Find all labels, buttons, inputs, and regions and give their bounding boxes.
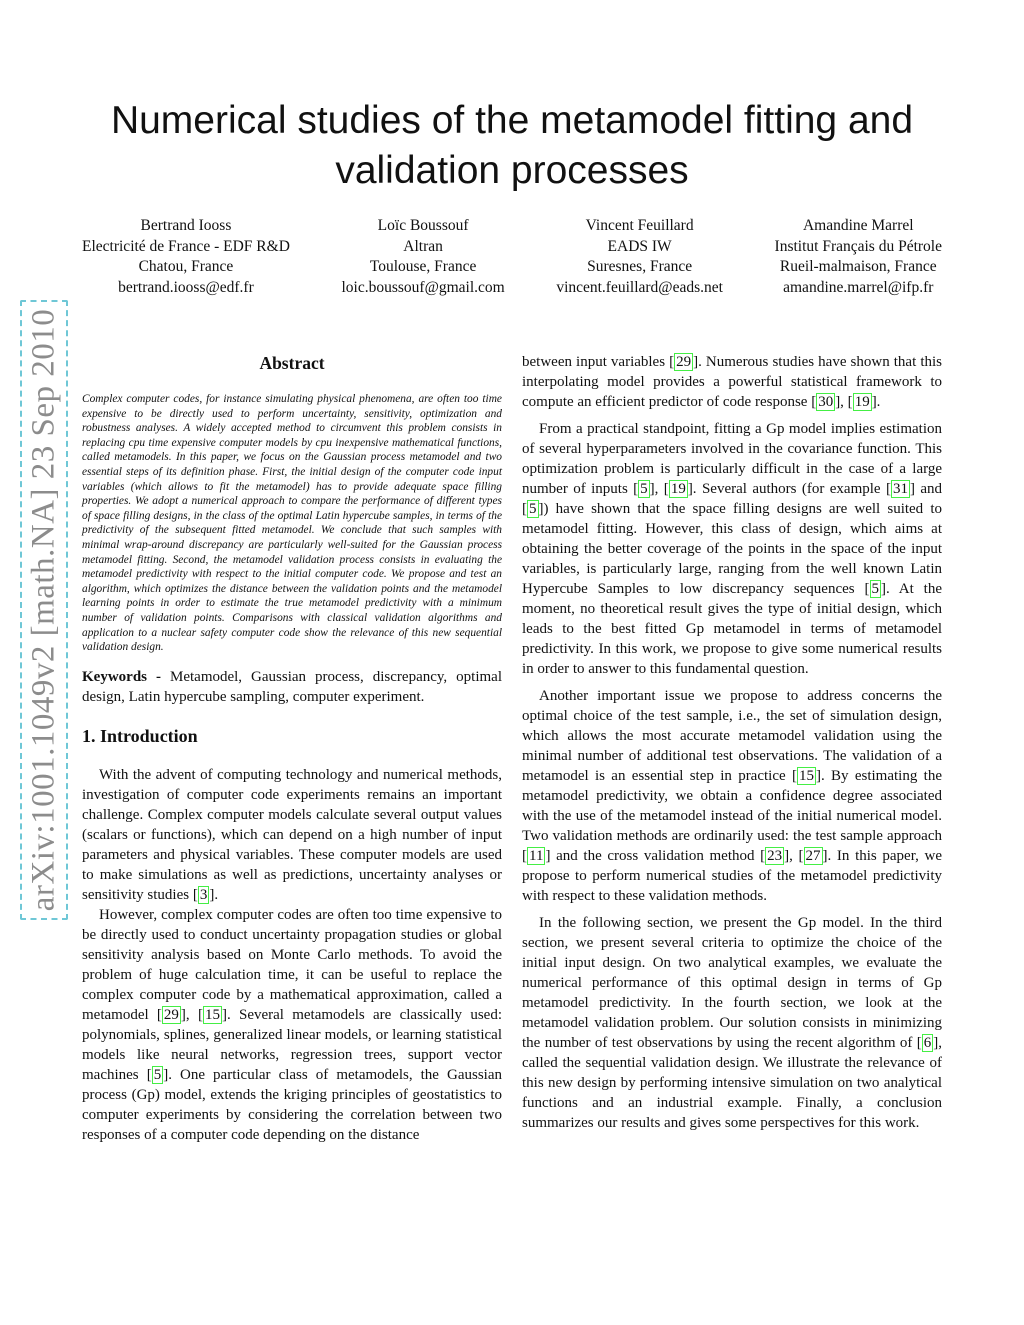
citation-link[interactable]: 11: [529, 848, 544, 864]
citation-link[interactable]: 5: [871, 581, 879, 597]
paragraph-text: ]) have shown that the space filling designs are well suited to metamodel fitting. However, this class of design, which aims at obtaining the better coverage of the points in the space of the input variables, is particularly large, ranging from the well known Latin Hypercube Samples to low discrepancy sequences [: [522, 501, 942, 597]
citation-link[interactable]: 23: [767, 848, 783, 864]
paragraph-text: ], [: [649, 481, 669, 497]
paragraph-text: In the following section, we present the Gp model. In the third section, we present several criteria to optimize the choice of the initial input design. On two analytical examples, we evaluate the numerical performance of this optimal design in terms of Gp metamodel predictivity. In the fourth section, we look at the metamodel validation problem. Our solution consists in minimizing the number of test observations by using the recent algorithm of [: [522, 915, 942, 1051]
citation-link[interactable]: 6: [923, 1035, 932, 1051]
paragraph-text: With the advent of computing technology and numerical methods, investigation of computer code experiments remains an important challenge. Complex computer models calculate several output values (scalars or functions), which can depend on a high number of input parameters and physical variables. These computer models are used to make simulations as well as predictions, uncertainty analyses or sensitivity studies [: [82, 766, 502, 903]
citation-link[interactable]: 5: [529, 501, 537, 517]
author-email: bertrand.iooss@edf.fr: [118, 278, 254, 296]
author-location: Toulouse, France: [369, 258, 477, 275]
author-location: Chatou, France: [138, 258, 234, 275]
keywords-label: Keywords -: [82, 668, 161, 685]
right-paragraph-4: [522, 913, 942, 1133]
author-name: Loïc Boussouf: [377, 217, 469, 234]
citation-link[interactable]: 5: [640, 481, 648, 497]
title-line-2: validation processes: [335, 149, 689, 192]
arxiv-identifier-box: [20, 300, 68, 920]
citation-link[interactable]: 27: [805, 848, 821, 864]
citation-link[interactable]: 15: [798, 768, 814, 784]
paragraph-text: ], [: [180, 1006, 203, 1023]
left-column: [82, 352, 502, 1145]
citation-link[interactable]: 15: [204, 1006, 220, 1023]
paragraph-text: ]. In this paper, we propose to perform numerical studies of the metamodel predictivity with respect to these validation methods.: [522, 848, 942, 904]
abstract-body: Complex computer codes, for instance simulating physical phenomena, are often too time expensive to be directly used to perform uncertainty, sensitivity, optimization and robustness analyses. A widely accepted method to circumvent this problem consists in replacing cpu time expensive computer models by cpu inexpensive mathematical functions, called metamodels. In this paper, we focus on the Gaussian process metamodel and two essential steps of its definition phase. First, the initial design of the computer code input variables (which allows to fit the metamodel) has to provide adequate space filling properties. We adopt a numerical approach to compare the performance of different types of space filling designs, in the class of the optimal Latin hypercube samples, in terms of the predictivity of the subsequent fitted metamodel. We conclude that such samples with minimal wrap-around discrepancy are particularly well-suited for the Gaussian process metamodel fitting. Second, the metamodel validation process consists in evaluating the metamodel predictivity with respect to the initial computer code. We propose and test an algorithm, which optimizes the distance between the validation points and the metamodel learning points in order to estimate the true metamodel predictivity with a minimum number of validation points. Comparisons with classical validation algorithms and application to a nuclear safety computer code show the relevance of this new sequential validation design.: [82, 393, 502, 654]
author-email: loic.boussouf@gmail.com: [341, 278, 505, 296]
author-1: [82, 216, 290, 298]
paragraph-text: ] and [: [522, 481, 942, 517]
section-heading-introduction: 1. Introduction: [82, 725, 198, 746]
author-affiliation: Electricité de France - EDF R&D: [82, 237, 290, 255]
right-column: [522, 352, 942, 1133]
author-name: Vincent Feuillard: [585, 217, 694, 234]
author-location: Suresnes, France: [587, 258, 693, 275]
citation-link[interactable]: 30: [818, 394, 834, 410]
citation-link[interactable]: 3: [199, 886, 208, 903]
paragraph-text: ]. Several authors (for example [: [687, 481, 891, 497]
author-4: [775, 216, 942, 298]
author-affiliation: EADS IW: [607, 237, 672, 255]
author-name: Bertrand Iooss: [140, 217, 232, 234]
paragraph-text: between input variables [: [522, 354, 675, 370]
abstract-heading: Abstract: [259, 353, 325, 373]
paragraph-text: ], called the sequential validation design. We illustrate the relevance of this new design by performing intensive simulation on two analytical functions and an industrial example. Finally, a conclusion summarizes our results and gives some perspectives for this work.: [522, 1035, 942, 1131]
paragraph-text: ]. At the moment, no theoretical result gives the type of initial design, which leads to the best fitted Gp metamodel in terms of metamodel predictivity. In this work, we propose to give some numerical results in order to answer to this fundamental question.: [522, 581, 942, 677]
citation-link[interactable]: 29: [163, 1006, 179, 1023]
paragraph-text: ], [: [835, 394, 853, 410]
intro-paragraph-1: [82, 765, 502, 905]
author-email: vincent.feuillard@eads.net: [556, 278, 723, 296]
paragraph-text: However, complex computer codes are often too time expensive to be directly used to conduct uncertainty propagation studies or global sensitivity analysis based on Monte Carlo methods. To avoid the problem of huge calculation time, it can be useful to replace the complex computer code by a mathematical approximation, called a metamodel [: [82, 906, 502, 1023]
keywords-text: Metamodel, Gaussian process, discrepancy, optimal design, Latin hypercube sampling, computer experiment.: [82, 668, 502, 705]
author-affiliation: Institut Français du Pétrole: [774, 237, 942, 255]
paragraph-text: ]. One particular class of metamodels, the Gaussian process (Gp) model, extends the kriging principles of geostatistics to computer experiments by considering the correlation between two responses of a computer code depending on the distance: [82, 1066, 502, 1143]
author-3: [556, 216, 723, 298]
intro-paragraph-2: [82, 905, 502, 1145]
citation-link[interactable]: 5: [153, 1066, 162, 1083]
title-line-1: Numerical studies of the metamodel fitting and: [110, 99, 914, 142]
citation-link[interactable]: 19: [854, 394, 870, 410]
paragraph-text: ] and the cross validation method [: [545, 848, 766, 864]
keywords: [82, 667, 502, 707]
paragraph-text: ], [: [784, 848, 804, 864]
author-affiliation: Altran: [403, 237, 443, 255]
author-email: amandine.marrel@ifp.fr: [783, 278, 934, 296]
paragraph-text: From a practical standpoint, fitting a Gp model implies estimation of several hyperparameters involved in the covariance function. This optimization problem is particularly difficult in the case of a large number of inputs [: [522, 421, 942, 497]
citation-link[interactable]: 31: [892, 481, 908, 497]
author-2: [341, 216, 504, 298]
citation-link[interactable]: 19: [670, 481, 686, 497]
paragraph-text: Another important issue we propose to address concerns the optimal choice of the test sample, i.e., the set of simulation design, which allows the most accurate metamodel validation using the minimal number of additional test observations. The validation of a metamodel is an essential step in practice [: [522, 688, 942, 784]
author-name: Amandine Marrel: [802, 217, 914, 234]
citation-link[interactable]: 29: [676, 354, 692, 370]
author-location: Rueil-malmaison, France: [779, 258, 937, 275]
arxiv-identifier: arXiv:1001.1049v2 [math.NA] 23 Sep 2010: [25, 308, 62, 912]
paragraph-text: ].: [209, 886, 219, 903]
right-paragraph-1: [522, 352, 942, 412]
right-paragraph-3: [522, 686, 942, 906]
right-paragraph-2: [522, 419, 942, 679]
paper-title: [82, 96, 942, 196]
paragraph-text: ]. By estimating the metamodel predictivity, we obtain a confidence degree associated with the use of the metamodel instead of the initial numerical model. Two validation methods are ordinarily used: the test sample approach [: [522, 768, 942, 864]
paragraph-text: ]. Numerous studies have shown that this interpolating model provides a powerful statistical framework to compute an efficient predictor of code response [: [522, 354, 942, 410]
paragraph-text: ]. Several metamodels are classically used: polynomials, splines, generalized linear models, or learning statistical models like neural networks, regression trees, support vector machines [: [82, 1006, 503, 1083]
author-block: [82, 216, 942, 298]
paragraph-text: ].: [871, 394, 881, 410]
